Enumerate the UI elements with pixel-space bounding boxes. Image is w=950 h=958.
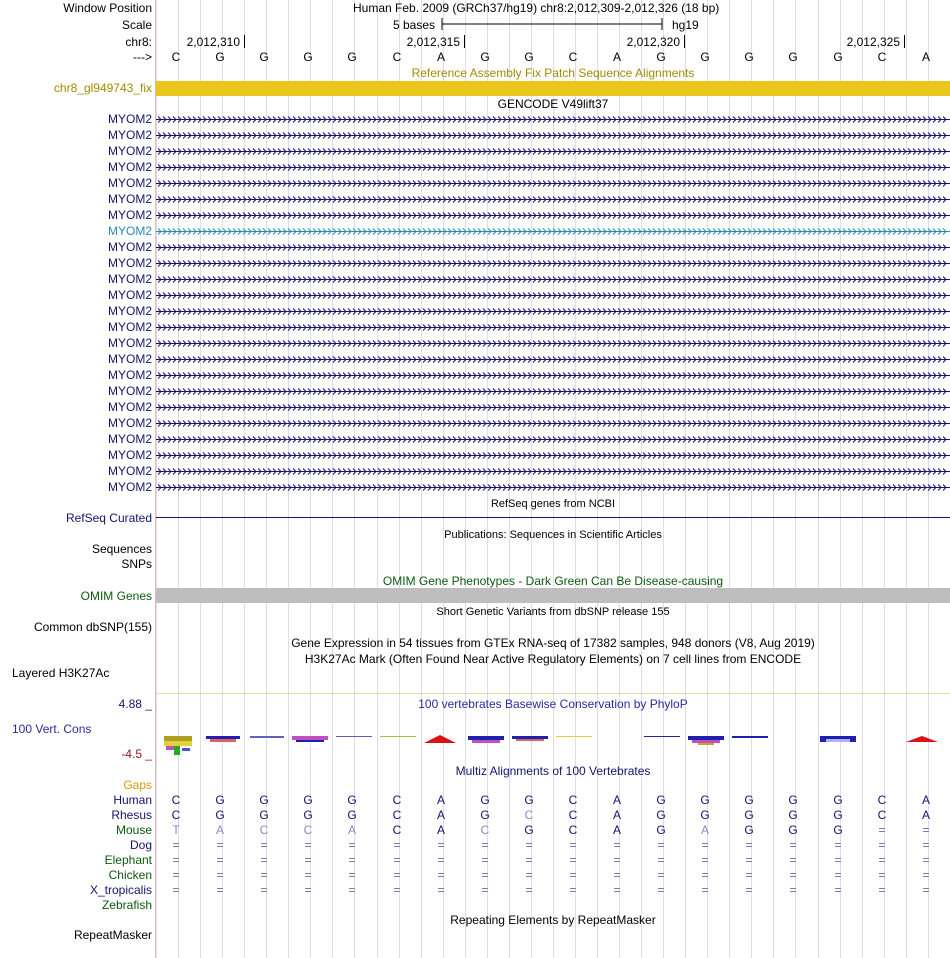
gencode-transcript-row[interactable] [156, 144, 950, 158]
gencode-transcript-label[interactable]: MYOM2 [107, 336, 152, 350]
alignment-base: = [834, 838, 842, 852]
ruler-base: G [833, 50, 843, 64]
alignment-base: = [701, 868, 709, 882]
ruler-base: C [568, 50, 578, 64]
alignment-base: = [922, 868, 930, 882]
alignment-base: = [878, 823, 886, 837]
gencode-transcript-row[interactable] [156, 128, 950, 142]
alignment-base: = [260, 868, 268, 882]
phylop-min-label: -4.5 _ [121, 747, 152, 761]
refseq-title: RefSeq genes from NCBI [490, 498, 616, 510]
gencode-transcript-label[interactable]: MYOM2 [107, 320, 152, 334]
alignment-base: G [303, 808, 313, 822]
alignment-base: = [525, 838, 533, 852]
gencode-transcript-row[interactable] [156, 416, 950, 430]
alignment-base: = [878, 883, 886, 897]
scale-bar [440, 16, 666, 32]
gencode-transcript-row[interactable] [156, 320, 950, 334]
alignment-base: G [347, 793, 357, 807]
alignment-base: = [745, 838, 753, 852]
gencode-transcript-label[interactable]: MYOM2 [107, 224, 152, 238]
scale-label: Scale [121, 18, 152, 32]
gencode-transcript-row[interactable] [156, 224, 950, 238]
alignment-base: = [481, 868, 489, 882]
alignment-base: C [877, 808, 887, 822]
alignment-base: C [171, 793, 181, 807]
alignment-base: G [480, 793, 490, 807]
alignment-base: = [922, 823, 930, 837]
gencode-transcript-row[interactable] [156, 304, 950, 318]
assembly-position-text: Human Feb. 2009 (GRCh37/hg19) chr8:2,012,309-2,012,326 (18 bp) [353, 1, 720, 15]
dbsnp-title: Short Genetic Variants from dbSNP release 155 [436, 606, 670, 618]
ruler-base: G [480, 50, 490, 64]
gencode-transcript-label[interactable]: MYOM2 [107, 272, 152, 286]
gencode-transcript-row[interactable] [156, 464, 950, 478]
alignment-base: G [656, 793, 666, 807]
alignment-base: = [172, 853, 180, 867]
ruler-base: C [392, 50, 402, 64]
alignment-base: = [569, 853, 577, 867]
alignment-base: = [613, 868, 621, 882]
species-label[interactable]: Zebrafish [101, 898, 152, 912]
ruler-position-label: 2,012,310 [186, 35, 240, 49]
alignment-base: = [304, 838, 312, 852]
gencode-transcript-label[interactable]: MYOM2 [107, 352, 152, 366]
alignment-base: = [878, 838, 886, 852]
alignment-base: G [744, 808, 754, 822]
gencode-transcript-label[interactable]: MYOM2 [107, 256, 152, 270]
alignment-base: = [437, 838, 445, 852]
ruler-base: A [921, 50, 930, 64]
alignment-base: = [745, 883, 753, 897]
alignment-base: = [922, 853, 930, 867]
alignment-base: = [481, 838, 489, 852]
gencode-transcript-row[interactable] [156, 336, 950, 350]
species-label[interactable]: Dog [129, 838, 152, 852]
ruler-tick [244, 35, 245, 48]
fix-patch-bar[interactable] [156, 81, 950, 96]
track-data-area[interactable] [156, 0, 950, 958]
ruler-position-label: 2,012,320 [626, 35, 680, 49]
alignment-base: = [569, 868, 577, 882]
gencode-transcript-label[interactable]: MYOM2 [107, 160, 152, 174]
alignment-base: = [481, 883, 489, 897]
alignment-base: G [788, 808, 798, 822]
species-label[interactable]: Elephant [104, 853, 152, 867]
alignment-base: = [304, 868, 312, 882]
gencode-transcript-label[interactable]: MYOM2 [107, 240, 152, 254]
gencode-transcript-row[interactable] [156, 112, 950, 126]
gencode-transcript-row[interactable] [156, 288, 950, 302]
ruler-tick [464, 35, 465, 48]
alignment-base: = [437, 883, 445, 897]
alignment-base: = [216, 883, 224, 897]
alignment-base: = [260, 883, 268, 897]
alignment-base: = [745, 853, 753, 867]
gencode-transcript-row[interactable] [156, 368, 950, 382]
alignment-base: = [437, 868, 445, 882]
phylop-signal[interactable] [156, 730, 950, 762]
gencode-transcript-label[interactable]: MYOM2 [107, 368, 152, 382]
alignment-base: = [834, 853, 842, 867]
alignment-base: = [922, 883, 930, 897]
gencode-transcript-row[interactable] [156, 448, 950, 462]
alignment-base: G [833, 823, 843, 837]
alignment-base: A [436, 793, 445, 807]
gencode-transcript-row[interactable] [156, 384, 950, 398]
alignment-base: C [524, 808, 534, 822]
omim-label[interactable]: OMIM Genes [80, 589, 152, 603]
strand-label: ---> [133, 50, 152, 64]
phylop-label[interactable]: 100 Vert. Cons [12, 722, 92, 736]
gencode-transcript-label[interactable]: MYOM2 [107, 464, 152, 478]
alignment-base: = [216, 838, 224, 852]
ruler-base: G [744, 50, 754, 64]
alignment-base: G [215, 793, 225, 807]
ruler-base: G [656, 50, 666, 64]
alignment-base: = [789, 868, 797, 882]
gencode-transcript-label[interactable]: MYOM2 [107, 304, 152, 318]
alignment-base: G [524, 823, 534, 837]
gencode-transcript-label[interactable]: MYOM2 [107, 448, 152, 462]
gencode-transcript-label[interactable]: MYOM2 [107, 128, 152, 142]
alignment-base: = [657, 883, 665, 897]
ruler-position-label: 2,012,315 [406, 35, 460, 49]
h3k27ac-title: H3K27Ac Mark (Often Found Near Active Regulatory Elements) on 7 cell lines from ENCODE [304, 652, 802, 666]
ruler-base: G [303, 50, 313, 64]
ruler-base: G [347, 50, 357, 64]
alignment-base: A [700, 823, 709, 837]
alignment-base: G [700, 808, 710, 822]
alignment-base: = [613, 853, 621, 867]
alignment-base: G [215, 808, 225, 822]
h3k27ac-signal-baseline [156, 693, 950, 694]
gencode-transcript-label[interactable]: MYOM2 [107, 384, 152, 398]
gencode-transcript-row[interactable] [156, 176, 950, 190]
alignment-base: G [303, 793, 313, 807]
alignment-base: = [172, 868, 180, 882]
alignment-base: C [303, 823, 313, 837]
alignment-base: = [260, 853, 268, 867]
alignment-base: G [700, 793, 710, 807]
alignment-base: = [172, 883, 180, 897]
gencode-transcript-row[interactable] [156, 352, 950, 366]
species-label[interactable]: Chicken [108, 868, 152, 882]
alignment-base: A [612, 823, 621, 837]
alignment-base: = [393, 838, 401, 852]
gencode-transcript-label[interactable]: MYOM2 [107, 144, 152, 158]
alignment-base: A [921, 808, 930, 822]
alignment-base: A [436, 808, 445, 822]
alignment-base: C [392, 808, 402, 822]
alignment-base: = [525, 853, 533, 867]
alignment-base: = [834, 883, 842, 897]
gencode-transcript-row[interactable] [156, 160, 950, 174]
alignment-base: C [171, 808, 181, 822]
refseq-label[interactable]: RefSeq Curated [65, 511, 152, 525]
gencode-transcript-row[interactable] [156, 256, 950, 270]
alignment-base: = [613, 838, 621, 852]
ruler-base: G [215, 50, 225, 64]
alignment-base: = [348, 868, 356, 882]
pubs-sequences-label[interactable]: Sequences [91, 542, 152, 556]
alignment-base: = [348, 883, 356, 897]
alignment-base: = [393, 868, 401, 882]
alignment-base: A [612, 793, 621, 807]
ruler-base: C [171, 50, 181, 64]
scale-text: 5 bases [393, 18, 436, 32]
alignment-base: G [656, 823, 666, 837]
gencode-transcript-row[interactable] [156, 432, 950, 446]
alignment-base: G [833, 793, 843, 807]
alignment-base: = [789, 838, 797, 852]
ruler-position-label: 2,012,325 [846, 35, 900, 49]
gencode-transcript-label[interactable]: MYOM2 [107, 192, 152, 206]
alignment-base: A [347, 823, 356, 837]
chrom-label: chr8: [125, 35, 152, 49]
scale-db-text: hg19 [672, 18, 699, 32]
gencode-transcript-row[interactable] [156, 272, 950, 286]
h3k27ac-label[interactable]: Layered H3K27Ac [12, 666, 110, 680]
alignment-base: = [172, 838, 180, 852]
ruler-base: G [788, 50, 798, 64]
species-label[interactable]: Mouse [115, 823, 152, 837]
alignment-base: = [789, 853, 797, 867]
alignment-base: = [216, 853, 224, 867]
gencode-transcript-label[interactable]: MYOM2 [107, 432, 152, 446]
gencode-transcript-label[interactable]: MYOM2 [107, 288, 152, 302]
alignment-base: C [392, 823, 402, 837]
alignment-base: = [525, 883, 533, 897]
alignment-base: C [877, 793, 887, 807]
species-label[interactable]: X_tropicalis [89, 883, 152, 897]
alignment-base: G [259, 793, 269, 807]
gencode-transcript-label[interactable]: MYOM2 [107, 112, 152, 126]
repeatmasker-label[interactable]: RepeatMasker [73, 928, 152, 942]
gencode-title: GENCODE V49lift37 [497, 97, 609, 111]
alignment-base: = [348, 838, 356, 852]
alignment-base: A [921, 793, 930, 807]
omim-title: OMIM Gene Phenotypes - Dark Green Can Be Disease-causing [382, 574, 724, 588]
alignment-base: = [481, 853, 489, 867]
gencode-transcript-row[interactable] [156, 400, 950, 414]
ruler-base: G [524, 50, 534, 64]
alignment-base: C [568, 793, 578, 807]
refseq-transcript[interactable] [156, 517, 950, 518]
alignment-base: G [788, 793, 798, 807]
species-label[interactable]: Human [113, 793, 152, 807]
alignment-base: G [788, 823, 798, 837]
alignment-base: = [657, 853, 665, 867]
alignment-base: G [656, 808, 666, 822]
gencode-transcript-row[interactable] [156, 240, 950, 254]
phylop-title: 100 vertebrates Basewise Conservation by PhyloP [418, 697, 688, 711]
pubs-title: Publications: Sequences in Scientific Articles [444, 529, 662, 541]
alignment-base: A [215, 823, 224, 837]
pubs-snps-label[interactable]: SNPs [121, 557, 152, 571]
alignment-base: C [259, 823, 269, 837]
alignment-base: G [347, 808, 357, 822]
gaps-label: Gaps [123, 778, 152, 792]
ruler-base: C [877, 50, 887, 64]
alignment-base: G [744, 823, 754, 837]
alignment-base: = [304, 853, 312, 867]
phylop-max-label: 4.88 _ [118, 697, 152, 711]
alignment-base: G [744, 793, 754, 807]
alignment-base: C [568, 808, 578, 822]
gencode-transcript-row[interactable] [156, 480, 950, 494]
alignment-base: = [569, 883, 577, 897]
alignment-base: = [878, 853, 886, 867]
alignment-base: = [613, 883, 621, 897]
alignment-base: = [878, 868, 886, 882]
gencode-transcript-label[interactable]: MYOM2 [107, 400, 152, 414]
alignment-base: G [833, 808, 843, 822]
alignment-base: T [172, 823, 180, 837]
fix-patch-label[interactable]: chr8_gl949743_fix [53, 81, 152, 95]
alignment-base: G [524, 793, 534, 807]
species-label[interactable]: Rhesus [111, 808, 152, 822]
alignment-base: = [657, 838, 665, 852]
alignment-base: G [259, 808, 269, 822]
alignment-base: = [701, 853, 709, 867]
fix-patch-title: Reference Assembly Fix Patch Sequence Alignments [411, 66, 695, 80]
repeatmasker-title: Repeating Elements by RepeatMasker [450, 913, 656, 927]
alignment-base: = [745, 868, 753, 882]
alignment-base: = [304, 883, 312, 897]
alignment-base: = [569, 838, 577, 852]
ruler-base: G [700, 50, 710, 64]
omim-gene-bar[interactable] [156, 588, 950, 603]
alignment-base: = [216, 868, 224, 882]
alignment-base: = [789, 883, 797, 897]
gencode-transcript-row[interactable] [156, 192, 950, 206]
track-label-column [0, 0, 155, 958]
alignment-base: C [568, 823, 578, 837]
alignment-base: C [392, 793, 402, 807]
alignment-base: = [657, 868, 665, 882]
alignment-base: = [348, 853, 356, 867]
gencode-transcript-label[interactable]: MYOM2 [107, 416, 152, 430]
gencode-transcript-row[interactable] [156, 208, 950, 222]
gencode-transcript-label[interactable]: MYOM2 [107, 176, 152, 190]
alignment-base: = [260, 838, 268, 852]
ruler-tick [904, 35, 905, 48]
ruler-tick [684, 35, 685, 48]
window-position-label: Window Position [63, 1, 152, 15]
alignment-base: A [612, 808, 621, 822]
alignment-base: = [922, 838, 930, 852]
ruler-base: A [612, 50, 621, 64]
alignment-base: = [701, 838, 709, 852]
alignment-base: A [436, 823, 445, 837]
alignment-base: C [480, 823, 490, 837]
gtex-title: Gene Expression in 54 tissues from GTEx RNA-seq of 17382 samples, 948 donors (V8, Aug 2019) [291, 636, 815, 650]
ruler-base: G [259, 50, 269, 64]
alignment-base: = [437, 853, 445, 867]
alignment-base: G [480, 808, 490, 822]
multiz-title: Multiz Alignments of 100 Vertebrates [455, 764, 651, 778]
gencode-transcript-label[interactable]: MYOM2 [107, 208, 152, 222]
alignment-base: = [393, 853, 401, 867]
alignment-base: = [525, 868, 533, 882]
gencode-transcript-label[interactable]: MYOM2 [107, 480, 152, 494]
alignment-base: = [701, 883, 709, 897]
dbsnp-label[interactable]: Common dbSNP(155) [33, 620, 152, 634]
alignment-base: = [393, 883, 401, 897]
ruler-base: A [436, 50, 445, 64]
alignment-base: = [834, 868, 842, 882]
